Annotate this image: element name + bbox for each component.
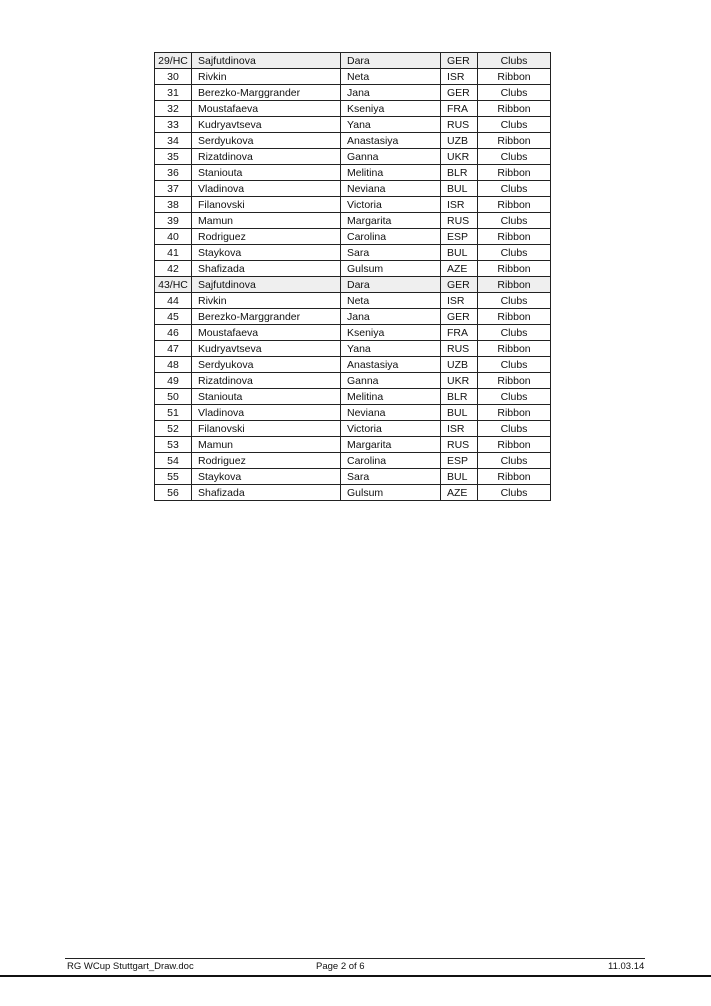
apparatus-cell: Ribbon xyxy=(478,229,551,245)
apparatus-cell: Clubs xyxy=(478,453,551,469)
table-row xyxy=(155,181,551,197)
apparatus-cell: Clubs xyxy=(478,149,551,165)
table-row xyxy=(155,69,551,85)
first-name-cell: Neta xyxy=(341,293,441,309)
start-number-cell: 39 xyxy=(155,213,192,229)
country-cell: ISR xyxy=(441,421,478,437)
country-cell: AZE xyxy=(441,485,478,501)
table-row xyxy=(155,117,551,133)
table-row xyxy=(155,213,551,229)
table-row xyxy=(155,165,551,181)
country-cell: GER xyxy=(441,53,478,69)
surname-cell: Kudryavtseva xyxy=(192,117,341,133)
country-cell: AZE xyxy=(441,261,478,277)
table-row xyxy=(155,53,551,69)
country-cell: FRA xyxy=(441,101,478,117)
country-cell: GER xyxy=(441,85,478,101)
table-row xyxy=(155,485,551,501)
surname-cell: Staniouta xyxy=(192,165,341,181)
country-cell: ISR xyxy=(441,197,478,213)
surname-cell: Vladinova xyxy=(192,405,341,421)
surname-cell: Kudryavtseva xyxy=(192,341,341,357)
start-number-cell: 55 xyxy=(155,469,192,485)
footer-date: 11.03.14 xyxy=(608,961,645,972)
footer-filename: RG WCup Stuttgart_Draw.doc xyxy=(67,961,194,972)
country-cell: BUL xyxy=(441,405,478,421)
start-number-cell: 49 xyxy=(155,373,192,389)
surname-cell: Filanovski xyxy=(192,197,341,213)
surname-cell: Serdyukova xyxy=(192,133,341,149)
surname-cell: Mamun xyxy=(192,437,341,453)
apparatus-cell: Ribbon xyxy=(478,437,551,453)
country-cell: ESP xyxy=(441,453,478,469)
first-name-cell: Ganna xyxy=(341,149,441,165)
table-row xyxy=(155,261,551,277)
surname-cell: Rodriguez xyxy=(192,229,341,245)
first-name-cell: Margarita xyxy=(341,213,441,229)
start-number-cell: 41 xyxy=(155,245,192,261)
start-number-cell: 48 xyxy=(155,357,192,373)
apparatus-cell: Ribbon xyxy=(478,69,551,85)
first-name-cell: Neta xyxy=(341,69,441,85)
first-name-cell: Sara xyxy=(341,469,441,485)
first-name-cell: Neviana xyxy=(341,181,441,197)
surname-cell: Rizatdinova xyxy=(192,149,341,165)
country-cell: ESP xyxy=(441,229,478,245)
footer-divider xyxy=(65,958,645,959)
apparatus-cell: Clubs xyxy=(478,85,551,101)
apparatus-cell: Ribbon xyxy=(478,309,551,325)
apparatus-cell: Clubs xyxy=(478,293,551,309)
table-row xyxy=(155,245,551,261)
apparatus-cell: Ribbon xyxy=(478,341,551,357)
surname-cell: Sajfutdinova xyxy=(192,53,341,69)
country-cell: UZB xyxy=(441,357,478,373)
first-name-cell: Anastasiya xyxy=(341,133,441,149)
table-row xyxy=(155,357,551,373)
start-number-cell: 53 xyxy=(155,437,192,453)
surname-cell: Sajfutdinova xyxy=(192,277,341,293)
table-row xyxy=(155,149,551,165)
first-name-cell: Melitina xyxy=(341,165,441,181)
start-number-cell: 33 xyxy=(155,117,192,133)
surname-cell: Berezko-Marggrander xyxy=(192,85,341,101)
page-bottom-rule xyxy=(0,975,711,977)
first-name-cell: Neviana xyxy=(341,405,441,421)
table-row xyxy=(155,229,551,245)
first-name-cell: Dara xyxy=(341,277,441,293)
apparatus-cell: Clubs xyxy=(478,325,551,341)
country-cell: UKR xyxy=(441,373,478,389)
surname-cell: Berezko-Marggrander xyxy=(192,309,341,325)
first-name-cell: Yana xyxy=(341,341,441,357)
surname-cell: Rizatdinova xyxy=(192,373,341,389)
table-row xyxy=(155,293,551,309)
start-number-cell: 45 xyxy=(155,309,192,325)
start-number-cell: 54 xyxy=(155,453,192,469)
table-row xyxy=(155,437,551,453)
start-number-cell: 51 xyxy=(155,405,192,421)
first-name-cell: Victoria xyxy=(341,421,441,437)
start-number-cell: 36 xyxy=(155,165,192,181)
apparatus-cell: Clubs xyxy=(478,117,551,133)
apparatus-cell: Ribbon xyxy=(478,261,551,277)
start-number-cell: 42 xyxy=(155,261,192,277)
apparatus-cell: Ribbon xyxy=(478,197,551,213)
apparatus-cell: Clubs xyxy=(478,357,551,373)
first-name-cell: Carolina xyxy=(341,229,441,245)
first-name-cell: Victoria xyxy=(341,197,441,213)
table-row xyxy=(155,277,551,293)
apparatus-cell: Clubs xyxy=(478,485,551,501)
table-row xyxy=(155,325,551,341)
first-name-cell: Yana xyxy=(341,117,441,133)
draw-table xyxy=(154,52,551,501)
start-number-cell: 50 xyxy=(155,389,192,405)
start-number-cell: 34 xyxy=(155,133,192,149)
start-number-cell: 52 xyxy=(155,421,192,437)
country-cell: UKR xyxy=(441,149,478,165)
first-name-cell: Gulsum xyxy=(341,261,441,277)
country-cell: RUS xyxy=(441,117,478,133)
country-cell: BUL xyxy=(441,245,478,261)
start-number-cell: 32 xyxy=(155,101,192,117)
country-cell: RUS xyxy=(441,341,478,357)
apparatus-cell: Clubs xyxy=(478,245,551,261)
start-number-cell: 30 xyxy=(155,69,192,85)
first-name-cell: Carolina xyxy=(341,453,441,469)
start-number-cell: 56 xyxy=(155,485,192,501)
surname-cell: Mamun xyxy=(192,213,341,229)
table-row xyxy=(155,421,551,437)
apparatus-cell: Ribbon xyxy=(478,165,551,181)
first-name-cell: Jana xyxy=(341,85,441,101)
table-row xyxy=(155,133,551,149)
first-name-cell: Ganna xyxy=(341,373,441,389)
first-name-cell: Anastasiya xyxy=(341,357,441,373)
first-name-cell: Melitina xyxy=(341,389,441,405)
start-number-cell: 44 xyxy=(155,293,192,309)
surname-cell: Moustafaeva xyxy=(192,325,341,341)
surname-cell: Serdyukova xyxy=(192,357,341,373)
apparatus-cell: Ribbon xyxy=(478,469,551,485)
first-name-cell: Margarita xyxy=(341,437,441,453)
apparatus-cell: Clubs xyxy=(478,181,551,197)
apparatus-cell: Ribbon xyxy=(478,101,551,117)
country-cell: BUL xyxy=(441,181,478,197)
first-name-cell: Dara xyxy=(341,53,441,69)
surname-cell: Rodriguez xyxy=(192,453,341,469)
country-cell: BLR xyxy=(441,389,478,405)
country-cell: BUL xyxy=(441,469,478,485)
country-cell: FRA xyxy=(441,325,478,341)
table-row xyxy=(155,453,551,469)
surname-cell: Filanovski xyxy=(192,421,341,437)
start-number-cell: 43/HC xyxy=(155,277,192,293)
country-cell: RUS xyxy=(441,437,478,453)
table-row xyxy=(155,101,551,117)
start-number-cell: 46 xyxy=(155,325,192,341)
country-cell: ISR xyxy=(441,69,478,85)
surname-cell: Rivkin xyxy=(192,69,341,85)
surname-cell: Staykova xyxy=(192,245,341,261)
table-row xyxy=(155,405,551,421)
apparatus-cell: Clubs xyxy=(478,389,551,405)
start-number-cell: 31 xyxy=(155,85,192,101)
surname-cell: Shafizada xyxy=(192,485,341,501)
first-name-cell: Jana xyxy=(341,309,441,325)
table-row xyxy=(155,373,551,389)
table-row xyxy=(155,469,551,485)
surname-cell: Rivkin xyxy=(192,293,341,309)
start-number-cell: 29/HC xyxy=(155,53,192,69)
country-cell: UZB xyxy=(441,133,478,149)
start-number-cell: 38 xyxy=(155,197,192,213)
start-number-cell: 47 xyxy=(155,341,192,357)
country-cell: ISR xyxy=(441,293,478,309)
apparatus-cell: Clubs xyxy=(478,53,551,69)
table-row xyxy=(155,389,551,405)
apparatus-cell: Clubs xyxy=(478,213,551,229)
start-number-cell: 37 xyxy=(155,181,192,197)
apparatus-cell: Ribbon xyxy=(478,277,551,293)
start-number-cell: 40 xyxy=(155,229,192,245)
footer-page-number: Page 2 of 6 xyxy=(316,961,365,972)
first-name-cell: Kseniya xyxy=(341,101,441,117)
country-cell: GER xyxy=(441,277,478,293)
surname-cell: Vladinova xyxy=(192,181,341,197)
surname-cell: Staykova xyxy=(192,469,341,485)
country-cell: RUS xyxy=(441,213,478,229)
table-row xyxy=(155,197,551,213)
table-row xyxy=(155,85,551,101)
apparatus-cell: Clubs xyxy=(478,421,551,437)
first-name-cell: Kseniya xyxy=(341,325,441,341)
apparatus-cell: Ribbon xyxy=(478,133,551,149)
surname-cell: Shafizada xyxy=(192,261,341,277)
country-cell: GER xyxy=(441,309,478,325)
first-name-cell: Sara xyxy=(341,245,441,261)
apparatus-cell: Ribbon xyxy=(478,405,551,421)
table-row xyxy=(155,341,551,357)
start-number-cell: 35 xyxy=(155,149,192,165)
surname-cell: Moustafaeva xyxy=(192,101,341,117)
table-row xyxy=(155,309,551,325)
country-cell: BLR xyxy=(441,165,478,181)
surname-cell: Staniouta xyxy=(192,389,341,405)
apparatus-cell: Ribbon xyxy=(478,373,551,389)
first-name-cell: Gulsum xyxy=(341,485,441,501)
